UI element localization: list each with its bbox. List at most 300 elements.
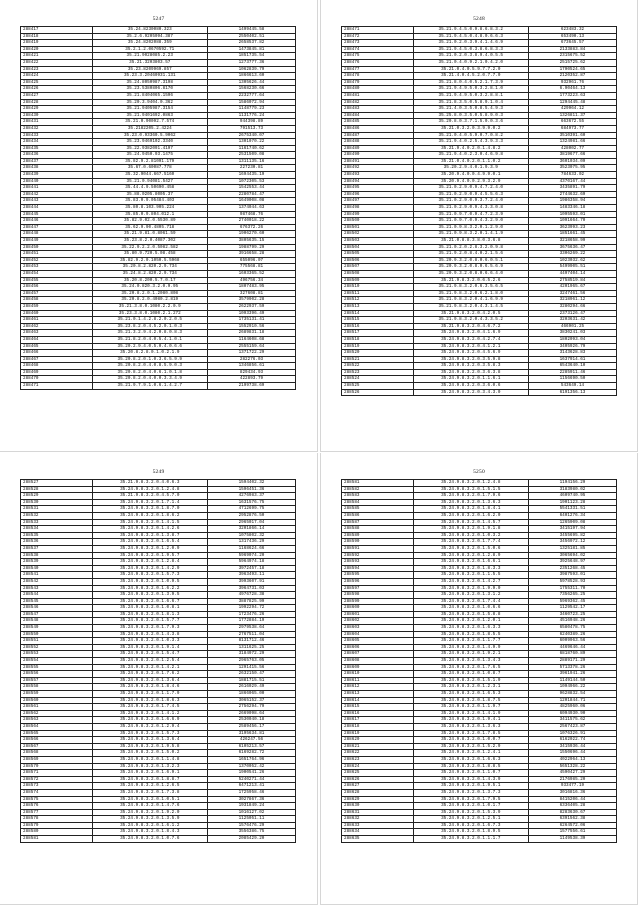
coordinate-x-cell: 35.24.9.8.3.2.0.1.0.5.1 [92, 796, 208, 803]
point-id-cell: 288487 [342, 132, 414, 139]
point-id-cell: 288617 [342, 717, 414, 724]
point-id-cell: 288472 [342, 33, 414, 40]
table-row [21, 369, 296, 376]
point-id-cell: 288558 [21, 684, 93, 691]
coordinate-x-cell: 35.21.0.4.0.2.0.1.1.0.2 [413, 158, 529, 165]
table-row [342, 125, 617, 132]
point-id-cell: 288528 [21, 486, 93, 493]
coordinate-x-cell: 35.24.9.8.3.2.0.1.3.6.4 [92, 737, 208, 744]
coordinate-x-cell: 35.24.9.8.3.2.0.1.8.6.2 [92, 512, 208, 519]
coordinate-x-cell: 35.24.9.8.3.2.0.1.3.9.5 [92, 592, 208, 599]
point-id-cell: 288480 [342, 86, 414, 93]
table-row [342, 770, 617, 777]
table-row [21, 251, 296, 258]
coordinate-x-cell: 35.24.9.8.3.2.0.1.8.5.5 [413, 631, 529, 638]
coordinate-y-cell: 3065152.37 [208, 697, 296, 704]
point-id-cell: 288497 [342, 198, 414, 205]
coordinate-y-cell: 2351268.45 [529, 565, 617, 572]
table-row [21, 572, 296, 579]
point-id-cell: 288441 [21, 185, 93, 192]
coordinate-y-cell: 5969362.45 [529, 598, 617, 605]
point-id-cell: 288568 [21, 750, 93, 757]
coordinate-x-cell: 35.44.4.9.50690.458 [92, 185, 208, 192]
table-row [342, 330, 617, 337]
coordinate-x-cell: 35.24.9.8.3.2.0.1.2.3.1 [413, 684, 529, 691]
point-id-cell: 288511 [342, 290, 414, 297]
coordinate-y-cell: 7356265.25 [529, 592, 617, 599]
coordinate-x-cell: 35.20.2.9.4.0.5.0.4.0.6.6 [92, 343, 208, 350]
point-id-cell: 288551 [21, 638, 93, 645]
coordinate-y-cell: 1866613.60 [208, 73, 296, 80]
coordinate-y-cell: 1807483.95 [208, 284, 296, 291]
coordinate-y-cell: 1790524.65 [529, 66, 617, 73]
page-number: 5250 [473, 469, 485, 475]
point-id-cell: 288496 [342, 191, 414, 198]
table-row [21, 40, 296, 47]
point-id-cell: 288541 [21, 572, 93, 579]
coordinate-y-cell: 3411575.62 [529, 717, 617, 724]
table-row [21, 545, 296, 552]
point-id-cell: 288612 [342, 684, 414, 691]
coordinate-x-cell: 35.24.9.8.3.2.0.1.1.4.8 [92, 756, 208, 763]
coordinate-y-cell: 791513.73 [208, 125, 296, 132]
coordinate-x-cell: 35.21.8.2.0.4.0.5.4.1.0.1 [92, 336, 208, 343]
table-row [342, 99, 617, 106]
coordinate-y-cell: 543649.14 [529, 383, 617, 390]
table-row [21, 119, 296, 126]
point-id-cell: 288474 [342, 46, 414, 53]
coordinate-x-cell: 35.21.0.9.7.0.9.4.7.2.3.9 [413, 211, 529, 218]
coordinate-x-cell: 35.21.9.2.0.8.4.0.2.1.5.6 [413, 251, 529, 258]
point-id-cell: 288478 [342, 73, 414, 80]
point-id-cell: 288475 [342, 53, 414, 60]
coordinate-x-cell: 35.24.9.8.3.2.0.1.6.6.3 [413, 756, 529, 763]
coordinate-x-cell: 35.20.8.2.0.1.2080.808 [92, 290, 208, 297]
coordinate-y-cell: 1168624.66 [208, 545, 296, 552]
table-row [21, 244, 296, 251]
coordinate-x-cell: 35.25.8.0.3.5.0.5.8.9.0.3 [413, 112, 529, 119]
point-id-cell: 288618 [342, 723, 414, 730]
point-id-cell: 288512 [342, 297, 414, 304]
point-id-cell: 288548 [21, 618, 93, 625]
table-row [342, 297, 617, 304]
coordinate-y-cell: 3623993.23 [529, 224, 617, 231]
point-id-cell: 288609 [342, 664, 414, 671]
table-row [21, 499, 296, 506]
point-id-cell: 288482 [342, 99, 414, 106]
table-row [342, 152, 617, 159]
point-id-cell: 288570 [21, 763, 93, 770]
coordinate-y-cell: 2889171.29 [529, 658, 617, 665]
coordinate-y-cell: 227230.81 [208, 165, 296, 172]
coordinate-x-cell: 35.24.9.8.3.2.0.1.4.3.9 [413, 776, 529, 783]
coordinate-y-cell: 1076326.91 [529, 730, 617, 737]
table-row [342, 658, 617, 665]
coordinate-x-cell: 35.21.9.4.9.5.0.3.2.8.8.1 [413, 92, 529, 99]
coordinate-y-cell: 3963493.11 [208, 572, 296, 579]
point-id-cell: 288450 [21, 244, 93, 251]
table-row [342, 822, 617, 829]
table-row [21, 625, 296, 632]
coordinate-y-cell: 1694435.19 [208, 172, 296, 179]
coordinate-y-cell: 1631576.75 [208, 499, 296, 506]
table-row [342, 743, 617, 750]
coordinate-y-cell: 2085429.20 [208, 836, 296, 843]
coordinate-x-cell: 35.21.0.4.0.5.9.0.7.0.8.2 [413, 132, 529, 139]
coordinate-y-cell: 3556386.75 [208, 829, 296, 836]
coordinate-y-cell: 2555159.64 [208, 343, 296, 350]
point-id-cell: 288529 [21, 493, 93, 500]
coordinate-y-cell: 1499445.58 [208, 27, 296, 34]
table-row [21, 684, 296, 691]
coordinate-x-cell: 35.21.9.4.0.2.0.1.4.8.2 [413, 145, 529, 152]
table-row [21, 578, 296, 585]
coordinate-x-cell: 35.20.9.3.2.0.8.0.6.0.5.1 [413, 257, 529, 264]
point-id-cell: 288572 [21, 776, 93, 783]
table-row [21, 796, 296, 803]
coordinate-y-cell: 2744632.69 [529, 191, 617, 198]
coordinate-x-cell: 35.21.4.0.3.5.0.8.5.4.9.3 [413, 106, 529, 113]
coordinate-y-cell: 1735131.41 [208, 317, 296, 324]
coordinate-y-cell: 2373126.47 [529, 310, 617, 317]
coordinate-y-cell: 6336405.28 [529, 803, 617, 810]
coordinate-x-cell: 35.23.3.20460931.131 [92, 73, 208, 80]
point-id-cell: 288490 [342, 152, 414, 159]
coordinate-y-cell: 4497404.14 [529, 270, 617, 277]
table-row [21, 750, 296, 757]
point-id-cell: 288530 [21, 499, 93, 506]
coordinate-y-cell: 1194156.29 [529, 480, 617, 487]
table-row [342, 59, 617, 66]
coordinate-y-cell: 1851735.54 [208, 53, 296, 60]
coordinate-x-cell: 35.24.9.8.3.2.0.1.4.7.6 [92, 803, 208, 810]
point-id-cell: 288516 [342, 323, 414, 330]
coordinate-x-cell: 35.24.8230080.323 [92, 27, 208, 34]
coordinate-y-cell: 3195634.81 [208, 730, 296, 737]
table-row [342, 106, 617, 113]
coordinate-x-cell: 35.82.9.02.0.5530.89 [92, 218, 208, 225]
table-row [342, 816, 617, 823]
coordinate-x-cell: 35.22.9.2.2.0.5082.582 [92, 244, 208, 251]
coordinate-x-cell: 35.24.9.8.3.2.0.1.4.3.8 [92, 631, 208, 638]
coordinate-x-cell: 35.21.9.4.0.2.5.4.3.9.3.3 [413, 139, 529, 146]
coordinate-y-cell: 1725958.46 [208, 789, 296, 796]
coordinate-x-cell: 35.24.9.8.3.2.0.1.3.6.3 [413, 499, 529, 506]
coordinate-x-cell: 35.24.9.8.3.2.0.1.5.4.7 [92, 651, 208, 658]
coordinate-y-cell: 1906270.60 [208, 231, 296, 238]
coordinate-x-cell: 35.24.9.8.3.2.0.1.1.5.5 [413, 572, 529, 579]
table-row [21, 224, 296, 231]
coordinate-y-cell: 1851661.45 [529, 231, 617, 238]
point-id-cell: 288508 [342, 270, 414, 277]
point-id-cell: 288510 [342, 284, 414, 291]
coordinate-x-cell: 35.24.9.8.3.2.0.1.3.1.2 [413, 592, 529, 599]
coordinate-y-cell: 6471213.41 [208, 783, 296, 790]
point-id-cell: 288467 [21, 356, 93, 363]
coordinate-x-cell: 35.24.0.820.3.2.0.9.95 [92, 284, 208, 291]
table-row [21, 53, 296, 60]
table-row [342, 132, 617, 139]
coordinate-y-cell: 676372.26 [208, 224, 296, 231]
point-id-cell: 288493 [342, 172, 414, 179]
point-id-cell: 288419 [21, 40, 93, 47]
coordinate-x-cell: 35.24.9.8.3.2.0.1.8.8.5 [413, 763, 529, 770]
table-row [21, 185, 296, 192]
table-row [342, 244, 617, 251]
point-id-cell: 288456 [21, 284, 93, 291]
coordinate-y-cell: 3201866.14 [208, 526, 296, 533]
coordinate-y-cell: 2632150.47 [208, 671, 296, 678]
coordinate-x-cell: 35.24.9.8.3.2.0.1.0.1.7 [413, 803, 529, 810]
coordinate-x-cell: 35.21.0.2.0.2.8.3.2.0.9.8 [413, 244, 529, 251]
coordinate-y-cell: 1723476.26 [208, 611, 296, 618]
coordinate-x-cell: 35.24.9.8.3.2.0.1.6.3.3 [413, 625, 529, 632]
table-row [342, 191, 617, 198]
point-id-cell: 288595 [342, 572, 414, 579]
point-id-cell: 288625 [342, 770, 414, 777]
point-id-cell: 288605 [342, 638, 414, 645]
coordinate-y-cell: 327608.81 [208, 290, 296, 297]
table-row [342, 383, 617, 390]
coordinate-x-cell: 35.20.8.200.5.7.0.17 [92, 277, 208, 284]
point-id-cell: 288596 [342, 578, 414, 585]
table-row [342, 783, 617, 790]
point-id-cell: 288602 [342, 618, 414, 625]
point-id-cell: 288504 [342, 244, 414, 251]
coordinate-y-cell: 5499905.51 [529, 264, 617, 271]
coordinate-x-cell: 35.24.9.8.3.2.0.1.2.8.4 [92, 559, 208, 566]
coordinate-x-cell: 35.21.9.8.3.2.0.4.0.6.3 [92, 480, 208, 487]
point-id-cell: 288544 [21, 592, 93, 599]
coordinate-y-cell: 2120352.87 [529, 73, 617, 80]
coordinate-x-cell: 35.24.9.8.3.2.0.1.5.8.8 [413, 611, 529, 618]
table-row [21, 618, 296, 625]
point-id-cell: 288422 [21, 59, 93, 66]
point-id-cell: 288495 [342, 185, 414, 192]
table-row [342, 789, 617, 796]
table-row [21, 356, 296, 363]
coordinate-x-cell: 35.24.8202088.359 [92, 40, 208, 47]
coordinate-y-cell: 1324981.66 [529, 139, 617, 146]
point-id-cell: 288565 [21, 730, 93, 737]
coordinate-x-cell: 35.24.9.8.3.2.0.1.9.9.0 [413, 585, 529, 592]
coordinate-y-cell: 3415197.94 [529, 526, 617, 533]
point-id-cell: 288598 [342, 592, 414, 599]
table-row [21, 165, 296, 172]
coordinate-y-cell: 933477.19 [529, 783, 617, 790]
table-row [21, 158, 296, 165]
table-row [342, 572, 617, 579]
table-row [342, 710, 617, 717]
table-row [342, 493, 617, 500]
table-row [21, 231, 296, 238]
coordinate-x-cell: 35.24.9.8.3.2.0.1.4.2.7 [413, 578, 529, 585]
point-id-cell: 288629 [342, 796, 414, 803]
coordinate-x-cell: 35.88.0205.8005.37 [92, 191, 208, 198]
table-row [21, 383, 296, 390]
document-page [320, 453, 638, 905]
coordinate-y-cell: 4370167.44 [529, 178, 617, 185]
table-row [21, 730, 296, 737]
table-row [342, 251, 617, 258]
coordinate-y-cell: 1370052.42 [208, 763, 296, 770]
table-row [21, 73, 296, 80]
table-row [342, 317, 617, 324]
coordinate-y-cell: 6.90464.13 [529, 86, 617, 93]
table-row [21, 343, 296, 350]
coordinate-y-cell: 3027867.36 [208, 796, 296, 803]
coordinate-x-cell: 35.21.0.3.2.0.3.9.9.0.2 [413, 125, 529, 132]
coordinate-y-cell: 1023032.62 [529, 257, 617, 264]
coordinate-y-cell: 1577556.61 [529, 829, 617, 836]
table-row [342, 776, 617, 783]
coordinate-x-cell: 35.24.9.8.3.2.0.1.2.0.9 [92, 545, 208, 552]
coordinate-y-cell: 4590427.29 [529, 770, 617, 777]
table-row [342, 506, 617, 513]
table-row [21, 770, 296, 777]
coordinate-x-cell: 35.24.9.8.3.2.0.1.4.2.9 [92, 565, 208, 572]
coordinate-x-cell: 35.20.9.3.2.0.8.0.6.6.4.0 [413, 270, 529, 277]
coordinate-y-cell: 6401276.34 [529, 512, 617, 519]
table-row [342, 578, 617, 585]
point-id-cell: 288519 [342, 343, 414, 350]
coordinate-x-cell: 35.83.0.9.05484.403 [92, 198, 208, 205]
coordinate-x-cell: 35.24.9.8.3.2.0.1.0.0.7 [413, 737, 529, 744]
coordinate-x-cell: 35.21.9.4.5.0.3.8.6.8.3.3 [413, 46, 529, 53]
table-row [342, 284, 617, 291]
coordinate-x-cell: 35.24.9.8.3.2.0.1.2.0.1 [413, 618, 529, 625]
point-id-cell: 288489 [342, 145, 414, 152]
coordinate-y-cell: 6818760.89 [529, 651, 617, 658]
table-row [342, 763, 617, 770]
point-id-cell: 288633 [342, 822, 414, 829]
coordinate-y-cell: 4609740.95 [529, 493, 617, 500]
coordinate-x-cell: 35.20.2.9.4.0.1.9.3.9 [413, 165, 529, 172]
coordinate-y-cell: 987468.76 [208, 211, 296, 218]
table-row [21, 651, 296, 658]
coordinate-x-cell: 35.21.8404065.1596 [92, 92, 208, 99]
coordinate-x-cell: 35.23.9469102.3340 [92, 139, 208, 146]
coordinate-x-cell: 35.24.9.8.3.2.0.1.0.8.1 [92, 605, 208, 612]
coordinate-y-cell: 2199738.69 [208, 383, 296, 390]
point-id-cell: 288457 [21, 290, 93, 297]
coordinate-x-cell: 35.24.9.8.3.2.0.1.3.4.3 [413, 658, 529, 665]
point-id-cell: 288552 [21, 644, 93, 651]
coordinate-y-cell: 1346856.61 [208, 363, 296, 370]
coordinate-y-cell: 1305626.44 [208, 79, 296, 86]
point-id-cell: 288592 [342, 552, 414, 559]
coordinate-x-cell: 35.21.9.8.3.2.0.6.3.5.6.5 [413, 284, 529, 291]
coordinate-x-cell: 35.21.9.7.9.1.0.6.1.4.2.7 [92, 383, 208, 390]
point-id-cell: 288481 [342, 92, 414, 99]
coordinate-x-cell: 35.21.4.0.4.5.2.0.7.7.0 [413, 73, 529, 80]
point-id-cell: 288623 [342, 756, 414, 763]
table-row [21, 512, 296, 519]
table-row [342, 631, 617, 638]
point-id-cell: 288554 [21, 658, 93, 665]
coordinate-y-cell: 5978528.93 [529, 578, 617, 585]
point-id-cell: 288488 [342, 139, 414, 146]
coordinate-x-cell: 35.21.0.2.9.0.9.3.7.2.4.0 [413, 198, 529, 205]
coordinate-y-cell: 2669098.64 [208, 710, 296, 717]
point-id-cell: 288580 [21, 829, 93, 836]
coordinate-x-cell: 35.24.9.8.3.2.0.1.6.6.9 [92, 717, 208, 724]
table-row [21, 644, 296, 651]
coordinate-y-cell: 1149144.50 [529, 677, 617, 684]
coordinate-x-cell: 35.23.3.8.0.1080.2.1.272 [92, 310, 208, 317]
point-id-cell: 288597 [342, 585, 414, 592]
coordinate-x-cell: 35.21.9.8.3.2.0.4.5.7.0 [92, 493, 208, 500]
point-id-cell: 288573 [21, 783, 93, 790]
point-id-cell: 288566 [21, 737, 93, 744]
coordinate-y-cell: 1802093.04 [529, 336, 617, 343]
coordinate-y-cell: 5541331.51 [529, 506, 617, 513]
table-row [342, 796, 617, 803]
coordinate-y-cell: 2740018.22 [208, 218, 296, 225]
coordinate-y-cell: 2133883.84 [529, 46, 617, 53]
coordinate-y-cell: 3405926.79 [529, 343, 617, 350]
point-id-cell: 288423 [21, 66, 93, 73]
table-row [342, 526, 617, 533]
coordinate-x-cell: 35.24.9.8.3.2.0.1.3.7.3 [413, 789, 529, 796]
table-row [342, 704, 617, 711]
point-id-cell: 288588 [342, 526, 414, 533]
point-id-cell: 288634 [342, 829, 414, 836]
page-number: 5247 [152, 16, 165, 22]
coordinate-x-cell: 35.24.9.8.3.2.0.1.5.1.9 [413, 677, 529, 684]
point-id-cell: 288518 [342, 336, 414, 343]
table-row [21, 172, 296, 179]
point-id-cell: 288578 [21, 816, 93, 823]
coordinate-y-cell: 2176985.20 [529, 776, 617, 783]
table-row [342, 691, 617, 698]
point-id-cell: 288586 [342, 512, 414, 519]
point-id-cell: 288428 [21, 99, 93, 106]
point-id-cell: 288607 [342, 651, 414, 658]
point-id-cell: 288501 [342, 224, 414, 231]
table-row [21, 480, 296, 487]
table-row [21, 205, 296, 212]
point-id-cell: 288549 [21, 625, 93, 632]
point-id-cell: 288574 [21, 789, 93, 796]
table-row [21, 803, 296, 810]
coordinate-y-cell: 1866065.00 [208, 691, 296, 698]
table-row [342, 829, 617, 836]
coordinate-y-cell: 422893.79 [208, 376, 296, 383]
point-id-cell: 288520 [342, 350, 414, 357]
coordinate-y-cell: 1568230.66 [208, 86, 296, 93]
coordinate-x-cell: 35.24.9.8.3.2.0.4.2.7.4 [413, 336, 529, 343]
point-id-cell: 288523 [342, 369, 414, 376]
point-id-cell: 288613 [342, 691, 414, 698]
coordinate-x-cell: 35.32.9044.667.5160 [92, 172, 208, 179]
coordinate-x-cell: 35.21.8.0.4.0.5.2.1.7.3.9 [413, 79, 529, 86]
coordinate-y-cell: 1016127.02 [208, 809, 296, 816]
coordinate-x-cell: 35.24.9.8.3.2.0.1.8.4.6 [92, 684, 208, 691]
point-id-cell: 288424 [21, 73, 93, 80]
coordinate-y-cell: 2756294.79 [208, 704, 296, 711]
table-row [342, 145, 617, 152]
coordinate-x-cell: 35.23.5380806.8170 [92, 86, 208, 93]
coordinate-y-cell: 6191356.13 [529, 389, 617, 396]
table-row [21, 691, 296, 698]
point-id-cell: 288582 [342, 486, 414, 493]
coordinate-x-cell: 35.21.9.8.3.2.0.4.2.0.5 [413, 310, 529, 317]
table-row [21, 336, 296, 343]
coordinate-x-cell: 35.24.9.8.3.2.0.1.0.8.7 [413, 671, 529, 678]
coordinate-x-cell: 35.21.3.8.0.1080.2.2.0.9 [92, 303, 208, 310]
point-id-cell: 288616 [342, 710, 414, 717]
